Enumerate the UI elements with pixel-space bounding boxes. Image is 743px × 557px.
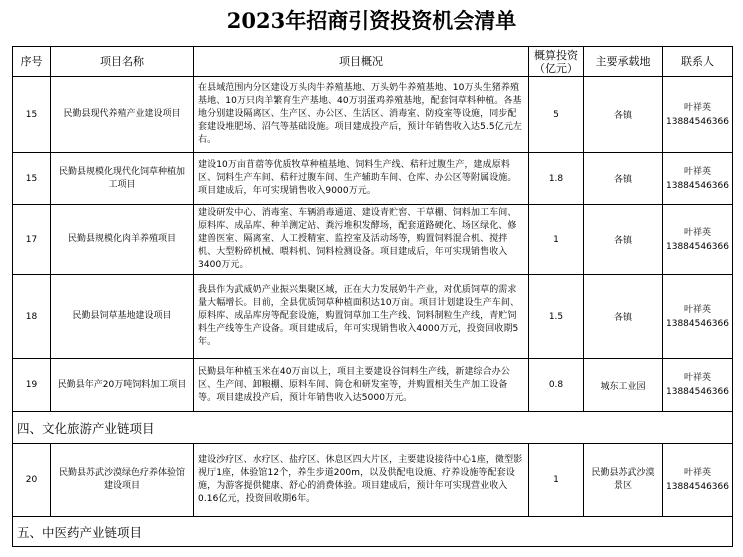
table-row (13, 153, 733, 205)
contact-name: 叶祥英 (683, 304, 711, 315)
table-row (13, 77, 733, 153)
table-row (13, 444, 733, 517)
contact-name: 叶祥英 (683, 227, 711, 238)
contact-phone: 13884546366 (666, 387, 729, 397)
row-seq: 15 (13, 77, 51, 153)
row-seq: 19 (13, 359, 51, 412)
header-investment (529, 47, 584, 77)
section-heading-tcm: 五、中医药产业链项目 (13, 517, 733, 547)
contact (663, 205, 733, 275)
contact (663, 153, 733, 205)
investment-value: 0.8 (529, 359, 584, 412)
contact-phone: 13884546366 (666, 180, 729, 191)
contact (663, 275, 733, 359)
investment-value: 1 (529, 205, 584, 275)
row-seq: 18 (13, 275, 51, 359)
project-overview: 建设沙疗区、水疗区、盐疗区、休息区四大片区，主要建设接待中心1座，微型影视厅1座，体验馆12个，养生步道200m，以及供配电设施、疗养设施等配套设施，为游客提供健康、舒心的消费体验。项目建成后，预计年可实现营业收入0.16亿元，投资回收期6年。 (194, 444, 529, 517)
header-contact: 联系人 (663, 47, 733, 77)
header-overview: 项目概况 (194, 47, 529, 77)
contact (663, 444, 733, 517)
contact-phone: 13884546366 (666, 482, 729, 492)
header-investment-line2: （亿元） (534, 61, 578, 75)
contact (663, 359, 733, 412)
investment-value: 1 (529, 444, 584, 517)
contact (663, 77, 733, 153)
project-name: 民勤县年产20万吨饲料加工项目 (51, 359, 194, 412)
investment-table (12, 46, 733, 547)
investment-value: 1.5 (529, 275, 584, 359)
contact-name: 叶祥英 (683, 102, 711, 113)
table-row (13, 205, 733, 275)
section-row (13, 412, 733, 444)
table-row (13, 359, 733, 412)
project-name: 民勤县苏武沙漠绿色疗养体验馆建设项目 (51, 444, 194, 517)
carrier: 各镇 (584, 153, 663, 205)
contact-phone: 13884546366 (666, 318, 729, 329)
contact-name: 叶祥英 (683, 468, 711, 478)
project-overview: 建设研发中心、消毒室、车辆消毒通道、建设青贮窖、干草棚、饲料加工车间、原料库、成品库、种羊测定站、粪污堆积发酵场，配套道路硬化、场区绿化、修建兽医室、隔离室、人工授精室、监控室及活动场等，购置饲料混合机、搅拌机、大型粉碎机械、喂料机、饲料检测设备。项目建成后，年可实现销售收入3400万元。 (194, 205, 529, 275)
page-title: 2023年招商引资投资机会清单 (226, 8, 517, 33)
contact-name: 叶祥英 (683, 166, 711, 177)
header-investment-line1: 概算投资 (534, 48, 578, 62)
row-seq: 15 (13, 153, 51, 205)
carrier: 各镇 (584, 275, 663, 359)
contact-name: 叶祥英 (683, 373, 711, 383)
section-row (13, 517, 733, 547)
contact-phone: 13884546366 (666, 241, 729, 252)
project-overview: 建设10万亩苜蓿等优质牧草种植基地、饲料生产线、秸秆过腹生产，建成原料区、饲料生产车间、秸秆过腹车间、生产辅助车间、仓库、办公区等附属设施。项目建成后，年可实现销售收入9000万元。 (194, 153, 529, 205)
carrier: 城东工业园 (584, 359, 663, 412)
section-heading-culture-tourism: 四、文化旅游产业链项目 (13, 412, 733, 444)
header-seq: 序号 (13, 47, 51, 77)
header-carrier: 主要承载地 (584, 47, 663, 77)
header-row (13, 47, 733, 77)
project-overview: 我县作为武威奶产业振兴集聚区域，正在大力发展奶牛产业，对优质饲草的需求量大幅增长。目前，全县优质饲草种植面积达10万亩。项目计划建设生产车间、原料库、成品库房等配套设施，购置饲草加工生产线、饲料制粒生产线，青贮饲料生产线等生产设备。项目建成后，年可实现销售收入4000万元，投资回收期5年。 (194, 275, 529, 359)
contact-phone: 13884546366 (666, 116, 729, 127)
investment-value: 1.8 (529, 153, 584, 205)
project-overview: 民勤县年种植玉米在40万亩以上，项目主要建设谷饲料生产线，新建综合办公区、生产间、卸粮棚、原料车间、筒仓和研发室等，并购置相关生产加工设备等。项目建成投产后，预计年销售收入达5000万元。 (194, 359, 529, 412)
row-seq: 17 (13, 205, 51, 275)
carrier: 各镇 (584, 205, 663, 275)
project-name: 民勤县饲草基地建设项目 (51, 275, 194, 359)
project-name: 民勤县规模化现代化饲草种植加工项目 (51, 153, 194, 205)
investment-value: 5 (529, 77, 584, 153)
project-overview: 在县域范围内分区建设万头肉牛养殖基地、万头奶牛养殖基地、10万头生猪养殖基地、10万只肉羊繁育生产基地、40万羽蛋鸡养殖基地，配套饲草料种植。各基地分别建设隔离区、生产区、办公区、生活区、消毒室、防疫室等设施，同步配套建设堆肥场、沼气等基础设施。项目建成投产后，预计年销售收入达5.5亿元左右。 (194, 77, 529, 153)
project-name: 民勤县现代养殖产业建设项目 (51, 77, 194, 153)
table-row (13, 275, 733, 359)
project-name: 民勤县规模化肉羊养殖项目 (51, 205, 194, 275)
carrier: 民勤县苏武沙漠景区 (584, 444, 663, 517)
carrier: 各镇 (584, 77, 663, 153)
row-seq: 20 (13, 444, 51, 517)
header-name: 项目名称 (51, 47, 194, 77)
